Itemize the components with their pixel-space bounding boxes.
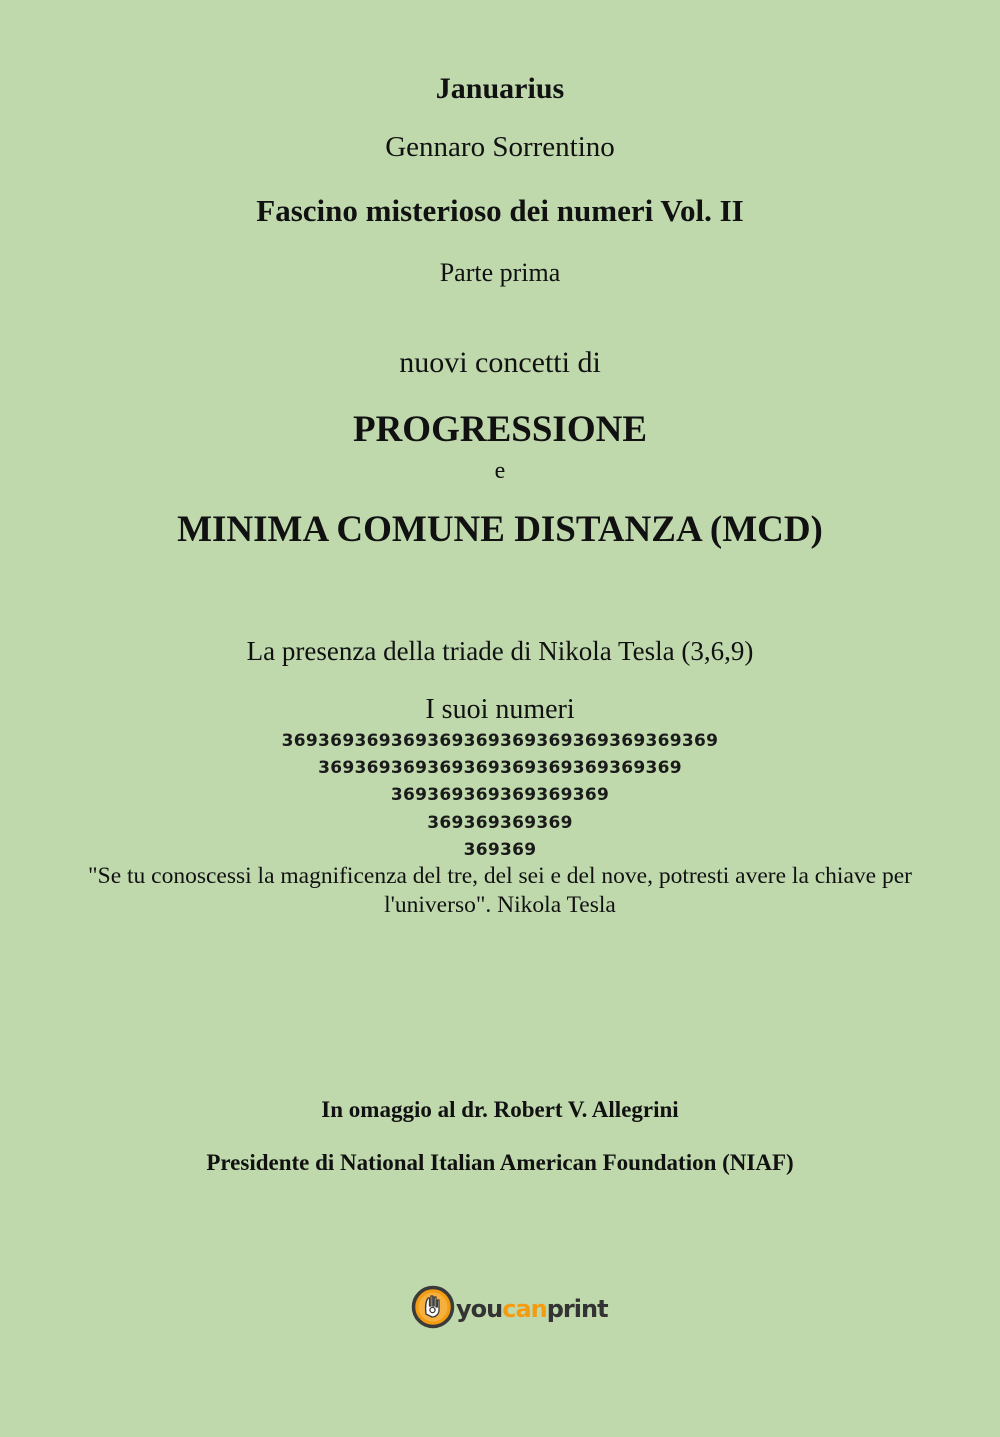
pen-name: Januarius: [435, 72, 565, 105]
author-name: Gennaro Sorrentino: [385, 131, 615, 163]
book-title: Fascino misterioso dei numeri Vol. II: [256, 193, 744, 228]
conjunction: e: [494, 458, 506, 484]
logo-text-print: print: [546, 1295, 608, 1323]
number-line: 369369: [463, 840, 537, 860]
numbers-heading: I suoi numeri: [425, 694, 575, 725]
main-title-mcd: MINIMA COMUNE DISTANZA (MCD): [177, 509, 823, 550]
tesla-triad-line: La presenza della triade di Nikola Tesla (3,6,9): [246, 636, 754, 666]
intro-text: nuovi concetti di: [399, 346, 601, 379]
youcanprint-logo-icon: [411, 1285, 455, 1329]
dedication-line-2: Presidente di National Italian American Foundation (NIAF): [206, 1150, 794, 1175]
part-label: Parte prima: [439, 258, 561, 287]
number-line: 369369369369369369369369369369: [318, 758, 682, 778]
main-title-progression: PROGRESSIONE: [352, 409, 647, 450]
dedication-line-1: In omaggio al dr. Robert V. Allegrini: [321, 1097, 679, 1122]
tesla-quote: "Se tu conoscessi la magnificenza del tre, del sei e del nove, potresti avere la chiave per l'universo". Nikola Tesla: [88, 863, 912, 918]
number-line: 369369369369369369369369369369369369: [281, 731, 719, 751]
logo-text-you: you: [456, 1295, 503, 1323]
number-line: 369369369369369369: [390, 785, 610, 805]
logo-text-can: can: [502, 1295, 547, 1323]
number-line: 369369369369: [427, 813, 573, 833]
publisher-logo: [411, 1284, 608, 1330]
